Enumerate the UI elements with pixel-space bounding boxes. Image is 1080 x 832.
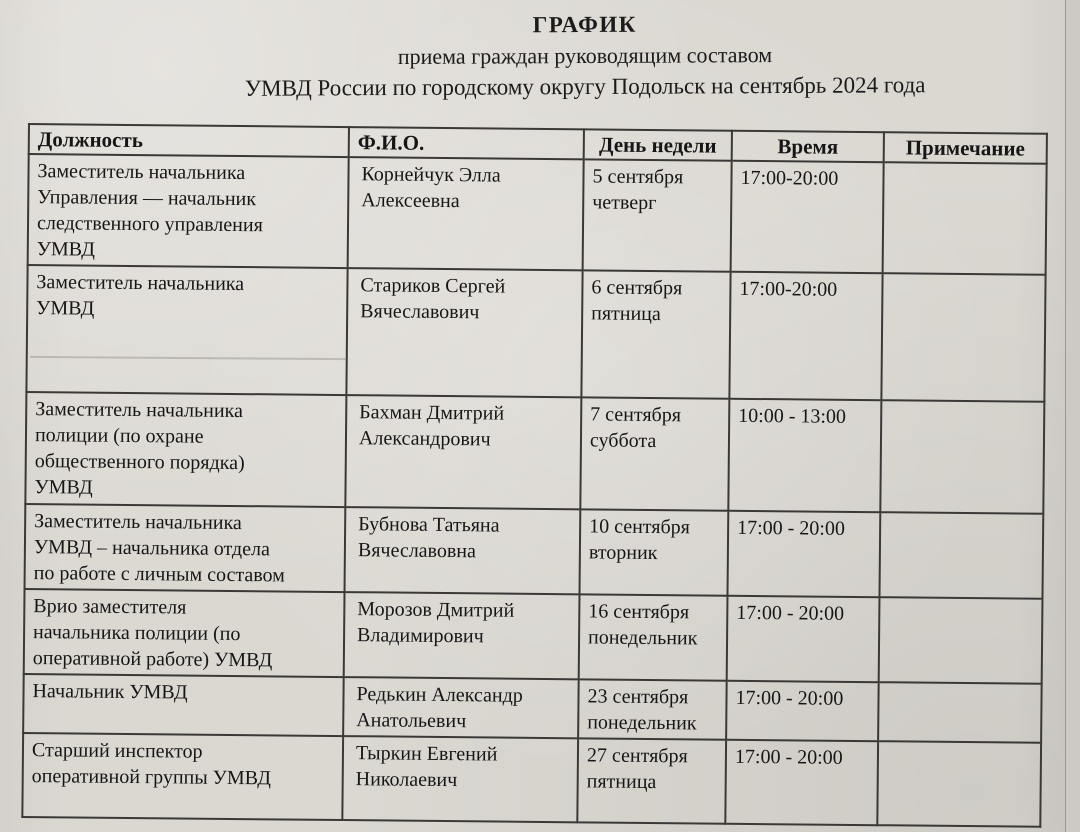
column-header-name: Ф.И.О. — [349, 127, 584, 159]
day-text: 7 сентября суббота — [589, 403, 682, 453]
time-text: 17:00 - 20:00 — [735, 686, 844, 710]
time-text: 10:00 - 13:00 — [738, 404, 847, 428]
table-cell-note — [879, 512, 1043, 599]
table-cell-day — [580, 509, 729, 595]
position-text: Заместитель начальника УМВД — [36, 271, 245, 320]
day-text: 27 сентября пятница — [586, 744, 688, 794]
table-row — [22, 733, 1041, 827]
name-text: Корнейчук Элла Алексеевна — [361, 163, 501, 213]
table-cell-day — [577, 738, 726, 823]
table-cell-position — [22, 733, 343, 820]
table-cell-day — [581, 270, 730, 398]
table-cell-note — [881, 273, 1045, 402]
time-text: 17:00-20:00 — [739, 277, 838, 301]
table-cell-name — [342, 736, 578, 822]
table-cell-name — [346, 268, 582, 397]
table-cell-time — [727, 511, 880, 597]
name-text: Тыркин Евгений Николаевич — [355, 742, 498, 792]
day-text: 16 сентября понедельник — [587, 600, 698, 650]
table-cell-name — [345, 507, 581, 594]
day-text: 10 сентября вторник — [588, 515, 691, 565]
table-cell-note — [877, 741, 1041, 827]
table-cell-time — [731, 161, 884, 273]
column-header-day: День недели — [584, 129, 732, 160]
table-cell-time — [727, 596, 880, 682]
position-text: Заместитель начальника УМВД – начальника отдела по работе с личным составом — [33, 510, 286, 587]
document-title-block — [110, 8, 1060, 106]
table-cell-name — [345, 395, 581, 509]
time-text: 17:00 - 20:00 — [736, 601, 845, 625]
table-cell-note — [880, 400, 1044, 514]
table-cell-note — [879, 597, 1043, 684]
table-cell-name — [344, 592, 580, 679]
table-cell-time — [728, 399, 881, 512]
position-text: Врио заместителя начальника полиции (по оперативной работе) УМВД — [32, 595, 273, 672]
page-title: ГРАФИК — [532, 11, 638, 38]
position-text: Заместитель начальника Управления — начальник следственного управления УМВД — [36, 160, 263, 261]
page-subtitle-org: УМВД России по городскому округу Подольск на сентябрь 2024 года — [244, 72, 926, 101]
table-row — [26, 265, 1045, 402]
table-row — [23, 674, 1042, 743]
table-row — [25, 504, 1044, 599]
day-text: 5 сентября четверг — [592, 165, 684, 215]
table-row — [28, 154, 1047, 275]
table-cell-position — [26, 265, 347, 395]
table-row — [24, 589, 1043, 684]
table-cell-position — [25, 392, 346, 507]
page-subtitle: приема граждан руководящим составом — [397, 42, 773, 69]
position-text: Начальник УМВД — [32, 680, 188, 704]
day-text: 23 сентября понедельник — [587, 685, 697, 735]
table-cell-note — [878, 682, 1042, 743]
table-cell-name — [348, 157, 584, 270]
table-cell-position — [24, 589, 345, 677]
time-text: 17:00 - 20:00 — [734, 745, 843, 769]
table-cell-day — [580, 397, 729, 510]
table-cell-position — [25, 504, 346, 592]
day-text: 6 сентября пятница — [591, 276, 683, 326]
table-row — [25, 392, 1044, 514]
position-text: Старший инспектор оперативной группы УМВД — [31, 739, 272, 790]
name-text: Бахман Дмитрий Александрович — [358, 401, 505, 451]
table-cell-time — [725, 740, 878, 825]
time-text: 17:00 - 20:00 — [737, 516, 846, 540]
paper-edge — [1065, 0, 1080, 832]
table-cell-name — [343, 677, 579, 738]
name-text: Морозов Дмитрий Владимирович — [356, 598, 515, 648]
table-cell-note — [883, 162, 1047, 275]
time-text: 17:00-20:00 — [740, 166, 839, 190]
table-cell-position — [23, 674, 344, 736]
column-header-position: Должность — [29, 124, 349, 157]
name-text: Бубнова Татьяна Вячеславовна — [357, 513, 500, 563]
table-cell-position — [28, 154, 349, 268]
position-text: Заместитель начальника полиции (по охране общественного порядка) УМВД — [34, 398, 245, 499]
table-cell-time — [726, 681, 879, 741]
schedule-table — [21, 123, 1048, 828]
table-cell-day — [583, 159, 732, 271]
column-header-time: Время — [732, 131, 884, 162]
name-text: Стариков Сергей Вячеславович — [360, 274, 506, 324]
table-cell-day — [579, 594, 728, 680]
name-text: Редькин Александр Анатольевич — [356, 683, 523, 733]
column-header-note: Примечание — [884, 132, 1047, 164]
table-cell-time — [729, 272, 882, 400]
table-cell-day — [578, 679, 727, 739]
